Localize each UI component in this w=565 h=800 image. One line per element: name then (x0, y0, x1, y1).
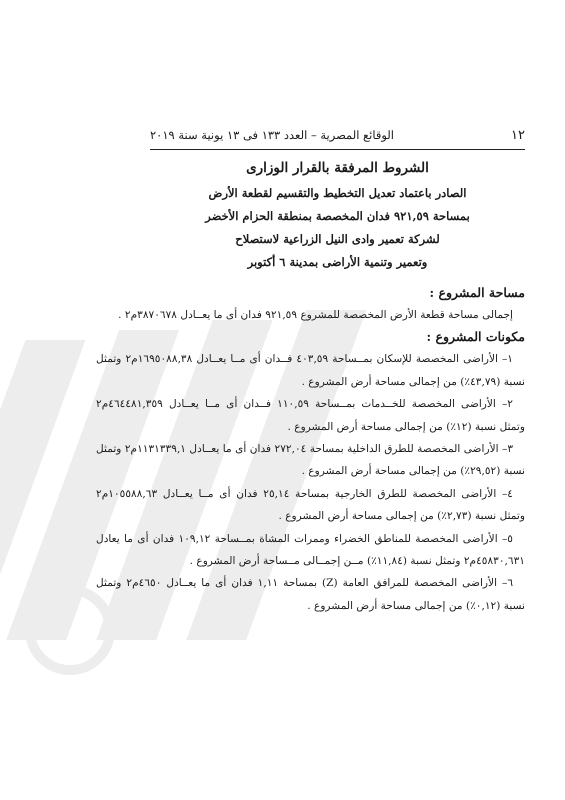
publication-title: الوقائع المصرية – العدد ١٣٣ فى ١٣ يونية سنة ٢٠١٩ (150, 128, 395, 142)
page-header (150, 128, 525, 143)
components-heading: مكونات المشروع : (426, 329, 525, 345)
document-body (96, 282, 525, 617)
subtitle-line-4: وتعمير وتنمية الأراضى بمدينة ٦ أكتوبر (247, 255, 428, 269)
component-item-5: ٥– الأراضى المخصصة للمناطق الخضراء وممرات المشاة بمــساحة ١٠٩,١٢ فدان أى ما يعادل ٤٥٨٣٠,٦٣١م٢ وتمثل نسبة (١١,٨٤٪) مــن إجمــالى مــساحة أرض المشروع . (96, 532, 525, 568)
header-divider (150, 149, 525, 150)
component-item-3: ٣– الأراضى المخصصة للطرق الداخلية بمساحة ٢٧٢,٠٤ فدان أى ما يعــادل ١١٣١٣٣٩,١م٢ وتمثل نسبة (٢٩,٥٢٪) من إجمالى مساحة أرض المشروع . (96, 443, 525, 478)
subtitle-line-2: بمساحة ٩٢١,٥٩ فدان المخصصة بمنطقة الحزام الأخضر (205, 209, 470, 223)
subtitle-line-3: لشركة تعمير وادى النيل الزراعية لاستصلاح (235, 232, 440, 246)
document-title: الشروط المرفقة بالقرار الوزارى (246, 160, 429, 176)
area-paragraph: إجمالى مساحة قطعة الأرض المخصصة للمشروع ٩٢١,٥٩ فدان أى ما يعــادل ٣٨٧٠٦٧٨م٢ . (118, 309, 513, 321)
component-item-4: ٤– الأراضى المخصصة للطرق الخارجية بمساحة ٢٥,١٤ فدان أى مــا يعــادل ١٠٥٥٨٨,٦٣م٢ وتمثل نسبة (٢,٧٣٪) من إجمالى مساحة أرض المشروع . (96, 487, 525, 523)
document-titles (150, 160, 525, 274)
subtitle-line-1: الصادر باعتماد تعديل التخطيط والتقسيم لقطعة الأرض (208, 186, 467, 200)
component-item-2: ٢– الأراضى المخصصة للخــدمات بمــساحة ١١٠,٥٩ فــدان أى مــا يعــادل ٤٦٤٤٨١,٣٥٩م٢ وتمثل نسبة (١٢٪) من إجمالى مساحة أرض المشروع . (96, 398, 525, 433)
area-heading: مساحة المشروع : (429, 285, 525, 300)
page-number: ١٢ (511, 128, 525, 143)
component-item-1: ١– الأراضى المخصصة للإسكان بمــساحة ٤٠٣,٥٩ فــدان أى مــا يعــادل ١٦٩٥٠٨٨,٣٨م٢ وتمثل نسبة (٤٣,٧٩٪) من إجمالى مساحة أرض المشروع . (96, 353, 525, 388)
component-item-6: ٦– الأراضى المخصصة للمرافق العامة (Z) بمساحة ١,١١ فدان أى ما يعــادل ٤٦٥٠م٢ وتمثل نسبة (٠,١٢٪) من إجمالى مساحة أرض المشروع . (96, 577, 525, 612)
